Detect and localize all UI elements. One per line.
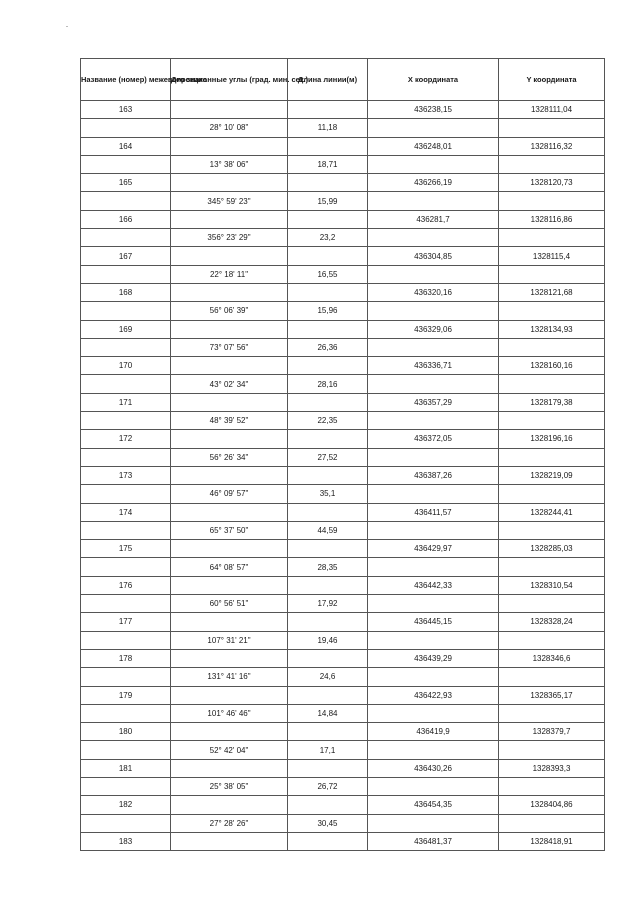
point-name-cell: 180 bbox=[81, 723, 171, 741]
angle-cell bbox=[171, 320, 288, 338]
angle-cell bbox=[171, 613, 288, 631]
x-coordinate-cell bbox=[368, 704, 499, 722]
table-row bbox=[81, 155, 605, 173]
point-name-cell: 176 bbox=[81, 576, 171, 594]
y-coordinate-cell bbox=[499, 521, 605, 539]
point-name-cell: 167 bbox=[81, 247, 171, 265]
x-coordinate-cell: 436320,16 bbox=[368, 283, 499, 301]
angle-cell: 64° 08' 57" bbox=[171, 558, 288, 576]
y-coordinate-cell bbox=[499, 777, 605, 795]
length-cell: 11,18 bbox=[288, 119, 368, 137]
x-coordinate-cell: 436419,9 bbox=[368, 723, 499, 741]
angle-cell: 43° 02' 34" bbox=[171, 375, 288, 393]
angle-cell: 345° 59' 23" bbox=[171, 192, 288, 210]
length-cell bbox=[288, 796, 368, 814]
angle-cell bbox=[171, 466, 288, 484]
y-coordinate-cell: 1328196,16 bbox=[499, 430, 605, 448]
table-row bbox=[81, 229, 605, 247]
length-cell bbox=[288, 466, 368, 484]
length-cell bbox=[288, 540, 368, 558]
x-coordinate-cell bbox=[368, 375, 499, 393]
length-cell bbox=[288, 357, 368, 375]
y-coordinate-cell: 1328179,38 bbox=[499, 393, 605, 411]
table-row bbox=[81, 814, 605, 832]
point-name-cell bbox=[81, 448, 171, 466]
point-name-cell: 164 bbox=[81, 137, 171, 155]
length-cell: 17,92 bbox=[288, 595, 368, 613]
length-cell bbox=[288, 101, 368, 119]
y-coordinate-cell: 1328134,93 bbox=[499, 320, 605, 338]
point-name-cell: 168 bbox=[81, 283, 171, 301]
y-coordinate-cell bbox=[499, 631, 605, 649]
table-row bbox=[81, 192, 605, 210]
length-cell: 16,55 bbox=[288, 265, 368, 283]
y-coordinate-cell: 1328160,16 bbox=[499, 357, 605, 375]
length-cell: 26,36 bbox=[288, 338, 368, 356]
angle-cell bbox=[171, 210, 288, 228]
point-name-cell: 172 bbox=[81, 430, 171, 448]
length-cell bbox=[288, 613, 368, 631]
x-coordinate-cell: 436442,33 bbox=[368, 576, 499, 594]
y-coordinate-cell bbox=[499, 668, 605, 686]
point-name-cell bbox=[81, 375, 171, 393]
x-coordinate-cell: 436248,01 bbox=[368, 137, 499, 155]
angle-cell bbox=[171, 101, 288, 119]
table-row bbox=[81, 704, 605, 722]
table-row bbox=[81, 247, 605, 265]
table-row bbox=[81, 357, 605, 375]
angle-cell bbox=[171, 137, 288, 155]
y-coordinate-cell bbox=[499, 302, 605, 320]
y-coordinate-cell bbox=[499, 265, 605, 283]
length-cell: 23,2 bbox=[288, 229, 368, 247]
table-row bbox=[81, 412, 605, 430]
angle-cell: 101° 46' 46" bbox=[171, 704, 288, 722]
table-row bbox=[81, 283, 605, 301]
table-row bbox=[81, 741, 605, 759]
table-row bbox=[81, 503, 605, 521]
point-name-cell: 183 bbox=[81, 832, 171, 850]
table-header-row bbox=[81, 59, 605, 101]
x-coordinate-cell bbox=[368, 521, 499, 539]
point-name-cell bbox=[81, 155, 171, 173]
y-coordinate-cell bbox=[499, 595, 605, 613]
table-row bbox=[81, 649, 605, 667]
x-coordinate-cell bbox=[368, 448, 499, 466]
x-coordinate-cell: 436411,57 bbox=[368, 503, 499, 521]
x-coordinate-cell: 436372,05 bbox=[368, 430, 499, 448]
table-row bbox=[81, 613, 605, 631]
angle-cell: 27° 28' 26" bbox=[171, 814, 288, 832]
y-coordinate-cell: 1328115,4 bbox=[499, 247, 605, 265]
table-row bbox=[81, 631, 605, 649]
angle-cell: 107° 31' 21" bbox=[171, 631, 288, 649]
angle-cell: 46° 09' 57" bbox=[171, 485, 288, 503]
length-cell bbox=[288, 174, 368, 192]
length-cell: 28,16 bbox=[288, 375, 368, 393]
angle-cell: 60° 56' 51" bbox=[171, 595, 288, 613]
x-coordinate-cell: 436238,15 bbox=[368, 101, 499, 119]
table-row bbox=[81, 375, 605, 393]
table-row bbox=[81, 540, 605, 558]
point-name-cell bbox=[81, 192, 171, 210]
angle-cell bbox=[171, 247, 288, 265]
y-coordinate-cell: 1328116,86 bbox=[499, 210, 605, 228]
angle-cell: 65° 37' 50" bbox=[171, 521, 288, 539]
x-coordinate-cell: 436281,7 bbox=[368, 210, 499, 228]
length-cell: 18,71 bbox=[288, 155, 368, 173]
length-cell: 15,99 bbox=[288, 192, 368, 210]
table-row bbox=[81, 796, 605, 814]
y-coordinate-cell: 1328379,7 bbox=[499, 723, 605, 741]
x-coordinate-cell: 436387,26 bbox=[368, 466, 499, 484]
x-coordinate-cell: 436454,35 bbox=[368, 796, 499, 814]
y-coordinate-cell bbox=[499, 192, 605, 210]
y-coordinate-cell: 1328404,86 bbox=[499, 796, 605, 814]
angle-cell bbox=[171, 540, 288, 558]
angle-cell bbox=[171, 649, 288, 667]
angle-cell bbox=[171, 357, 288, 375]
point-name-cell bbox=[81, 119, 171, 137]
angle-cell: 356° 23' 29" bbox=[171, 229, 288, 247]
length-cell: 17,1 bbox=[288, 741, 368, 759]
length-cell bbox=[288, 759, 368, 777]
point-name-cell: 178 bbox=[81, 649, 171, 667]
length-cell bbox=[288, 210, 368, 228]
x-coordinate-cell bbox=[368, 631, 499, 649]
table-row bbox=[81, 210, 605, 228]
y-coordinate-cell bbox=[499, 119, 605, 137]
point-name-cell bbox=[81, 229, 171, 247]
point-name-cell bbox=[81, 814, 171, 832]
point-name-cell: 177 bbox=[81, 613, 171, 631]
angle-cell bbox=[171, 174, 288, 192]
angle-cell bbox=[171, 796, 288, 814]
point-name-cell: 171 bbox=[81, 393, 171, 411]
x-coordinate-cell: 436336,71 bbox=[368, 357, 499, 375]
y-coordinate-cell: 1328121,68 bbox=[499, 283, 605, 301]
length-cell: 35,1 bbox=[288, 485, 368, 503]
length-cell bbox=[288, 430, 368, 448]
point-name-cell bbox=[81, 485, 171, 503]
header-y-coordinate: Y координата bbox=[499, 59, 605, 101]
x-coordinate-cell: 436357,29 bbox=[368, 393, 499, 411]
y-coordinate-cell bbox=[499, 558, 605, 576]
x-coordinate-cell bbox=[368, 119, 499, 137]
table-row bbox=[81, 576, 605, 594]
length-cell bbox=[288, 393, 368, 411]
x-coordinate-cell: 436422,93 bbox=[368, 686, 499, 704]
x-coordinate-cell: 436439,29 bbox=[368, 649, 499, 667]
point-name-cell bbox=[81, 668, 171, 686]
angle-cell bbox=[171, 759, 288, 777]
point-name-cell bbox=[81, 338, 171, 356]
y-coordinate-cell bbox=[499, 338, 605, 356]
y-coordinate-cell: 1328285,03 bbox=[499, 540, 605, 558]
angle-cell: 56° 26' 34" bbox=[171, 448, 288, 466]
angle-cell bbox=[171, 393, 288, 411]
length-cell bbox=[288, 283, 368, 301]
table-row bbox=[81, 101, 605, 119]
point-name-cell bbox=[81, 558, 171, 576]
x-coordinate-cell bbox=[368, 265, 499, 283]
point-name-cell: 169 bbox=[81, 320, 171, 338]
boundary-coordinates-table bbox=[80, 58, 605, 851]
angle-cell bbox=[171, 686, 288, 704]
table-row bbox=[81, 265, 605, 283]
table-row bbox=[81, 521, 605, 539]
angle-cell: 13° 38' 06" bbox=[171, 155, 288, 173]
length-cell bbox=[288, 649, 368, 667]
y-coordinate-cell: 1328244,41 bbox=[499, 503, 605, 521]
y-coordinate-cell bbox=[499, 229, 605, 247]
table-row bbox=[81, 137, 605, 155]
x-coordinate-cell bbox=[368, 302, 499, 320]
length-cell: 24,6 bbox=[288, 668, 368, 686]
table-row bbox=[81, 119, 605, 137]
length-cell bbox=[288, 576, 368, 594]
angle-cell bbox=[171, 576, 288, 594]
point-name-cell: 163 bbox=[81, 101, 171, 119]
table-row bbox=[81, 759, 605, 777]
length-cell bbox=[288, 137, 368, 155]
point-name-cell bbox=[81, 777, 171, 795]
header-point-name: Название (номер) межевого знака bbox=[81, 59, 171, 101]
x-coordinate-cell: 436429,97 bbox=[368, 540, 499, 558]
table-row bbox=[81, 174, 605, 192]
y-coordinate-cell bbox=[499, 448, 605, 466]
length-cell bbox=[288, 503, 368, 521]
point-name-cell bbox=[81, 704, 171, 722]
angle-cell: 22° 18' 11" bbox=[171, 265, 288, 283]
table-row bbox=[81, 686, 605, 704]
x-coordinate-cell: 436481,37 bbox=[368, 832, 499, 850]
length-cell bbox=[288, 247, 368, 265]
x-coordinate-cell: 436329,06 bbox=[368, 320, 499, 338]
table-row bbox=[81, 723, 605, 741]
length-cell bbox=[288, 686, 368, 704]
point-name-cell: 181 bbox=[81, 759, 171, 777]
length-cell: 44,59 bbox=[288, 521, 368, 539]
x-coordinate-cell bbox=[368, 485, 499, 503]
point-name-cell bbox=[81, 595, 171, 613]
point-name-cell: 173 bbox=[81, 466, 171, 484]
table-row bbox=[81, 448, 605, 466]
y-coordinate-cell bbox=[499, 375, 605, 393]
length-cell: 28,35 bbox=[288, 558, 368, 576]
table-row bbox=[81, 485, 605, 503]
point-name-cell bbox=[81, 302, 171, 320]
length-cell bbox=[288, 320, 368, 338]
y-coordinate-cell: 1328328,24 bbox=[499, 613, 605, 631]
point-name-cell: 166 bbox=[81, 210, 171, 228]
angle-cell bbox=[171, 503, 288, 521]
angle-cell: 48° 39' 52" bbox=[171, 412, 288, 430]
y-coordinate-cell: 1328116,32 bbox=[499, 137, 605, 155]
y-coordinate-cell: 1328111,04 bbox=[499, 101, 605, 119]
point-name-cell bbox=[81, 631, 171, 649]
table-row bbox=[81, 668, 605, 686]
x-coordinate-cell bbox=[368, 412, 499, 430]
y-coordinate-cell bbox=[499, 485, 605, 503]
point-name-cell: 170 bbox=[81, 357, 171, 375]
angle-cell: 52° 42' 04" bbox=[171, 741, 288, 759]
x-coordinate-cell bbox=[368, 668, 499, 686]
point-name-cell bbox=[81, 521, 171, 539]
angle-cell: 73° 07' 56" bbox=[171, 338, 288, 356]
x-coordinate-cell: 436430,26 bbox=[368, 759, 499, 777]
table-row bbox=[81, 777, 605, 795]
angle-cell bbox=[171, 430, 288, 448]
point-name-cell bbox=[81, 412, 171, 430]
x-coordinate-cell: 436304,85 bbox=[368, 247, 499, 265]
point-name-cell: 179 bbox=[81, 686, 171, 704]
scan-speck bbox=[66, 26, 68, 27]
x-coordinate-cell bbox=[368, 777, 499, 795]
point-name-cell: 165 bbox=[81, 174, 171, 192]
x-coordinate-cell bbox=[368, 558, 499, 576]
y-coordinate-cell: 1328219,09 bbox=[499, 466, 605, 484]
table-row bbox=[81, 832, 605, 850]
y-coordinate-cell: 1328120,73 bbox=[499, 174, 605, 192]
angle-cell: 131° 41' 16" bbox=[171, 668, 288, 686]
angle-cell bbox=[171, 283, 288, 301]
table-row bbox=[81, 393, 605, 411]
y-coordinate-cell bbox=[499, 814, 605, 832]
angle-cell bbox=[171, 832, 288, 850]
point-name-cell bbox=[81, 265, 171, 283]
y-coordinate-cell bbox=[499, 412, 605, 430]
length-cell: 14,84 bbox=[288, 704, 368, 722]
length-cell: 30,45 bbox=[288, 814, 368, 832]
length-cell: 15,96 bbox=[288, 302, 368, 320]
header-direction-angle: Дирекционные углы (град. мин. сек.) bbox=[171, 59, 288, 101]
header-x-coordinate: X координата bbox=[368, 59, 499, 101]
y-coordinate-cell: 1328393,3 bbox=[499, 759, 605, 777]
angle-cell: 25° 38' 05" bbox=[171, 777, 288, 795]
table-row bbox=[81, 302, 605, 320]
y-coordinate-cell bbox=[499, 704, 605, 722]
x-coordinate-cell bbox=[368, 595, 499, 613]
table-body bbox=[81, 101, 605, 851]
y-coordinate-cell: 1328365,17 bbox=[499, 686, 605, 704]
table-row bbox=[81, 595, 605, 613]
length-cell bbox=[288, 832, 368, 850]
x-coordinate-cell bbox=[368, 155, 499, 173]
header-line-length: Длина линии(м) bbox=[288, 59, 368, 101]
table-row bbox=[81, 558, 605, 576]
x-coordinate-cell: 436266,19 bbox=[368, 174, 499, 192]
angle-cell: 56° 06' 39" bbox=[171, 302, 288, 320]
angle-cell: 28° 10' 08" bbox=[171, 119, 288, 137]
length-cell bbox=[288, 723, 368, 741]
y-coordinate-cell bbox=[499, 741, 605, 759]
table-row bbox=[81, 466, 605, 484]
x-coordinate-cell bbox=[368, 192, 499, 210]
length-cell: 22,35 bbox=[288, 412, 368, 430]
point-name-cell: 174 bbox=[81, 503, 171, 521]
table-row bbox=[81, 430, 605, 448]
y-coordinate-cell: 1328418,91 bbox=[499, 832, 605, 850]
x-coordinate-cell: 436445,15 bbox=[368, 613, 499, 631]
length-cell: 19,46 bbox=[288, 631, 368, 649]
point-name-cell: 175 bbox=[81, 540, 171, 558]
length-cell: 27,52 bbox=[288, 448, 368, 466]
y-coordinate-cell: 1328346,6 bbox=[499, 649, 605, 667]
y-coordinate-cell bbox=[499, 155, 605, 173]
table-row bbox=[81, 338, 605, 356]
x-coordinate-cell bbox=[368, 814, 499, 832]
x-coordinate-cell bbox=[368, 741, 499, 759]
point-name-cell: 182 bbox=[81, 796, 171, 814]
x-coordinate-cell bbox=[368, 229, 499, 247]
length-cell: 26,72 bbox=[288, 777, 368, 795]
point-name-cell bbox=[81, 741, 171, 759]
table-row bbox=[81, 320, 605, 338]
y-coordinate-cell: 1328310,54 bbox=[499, 576, 605, 594]
x-coordinate-cell bbox=[368, 338, 499, 356]
angle-cell bbox=[171, 723, 288, 741]
